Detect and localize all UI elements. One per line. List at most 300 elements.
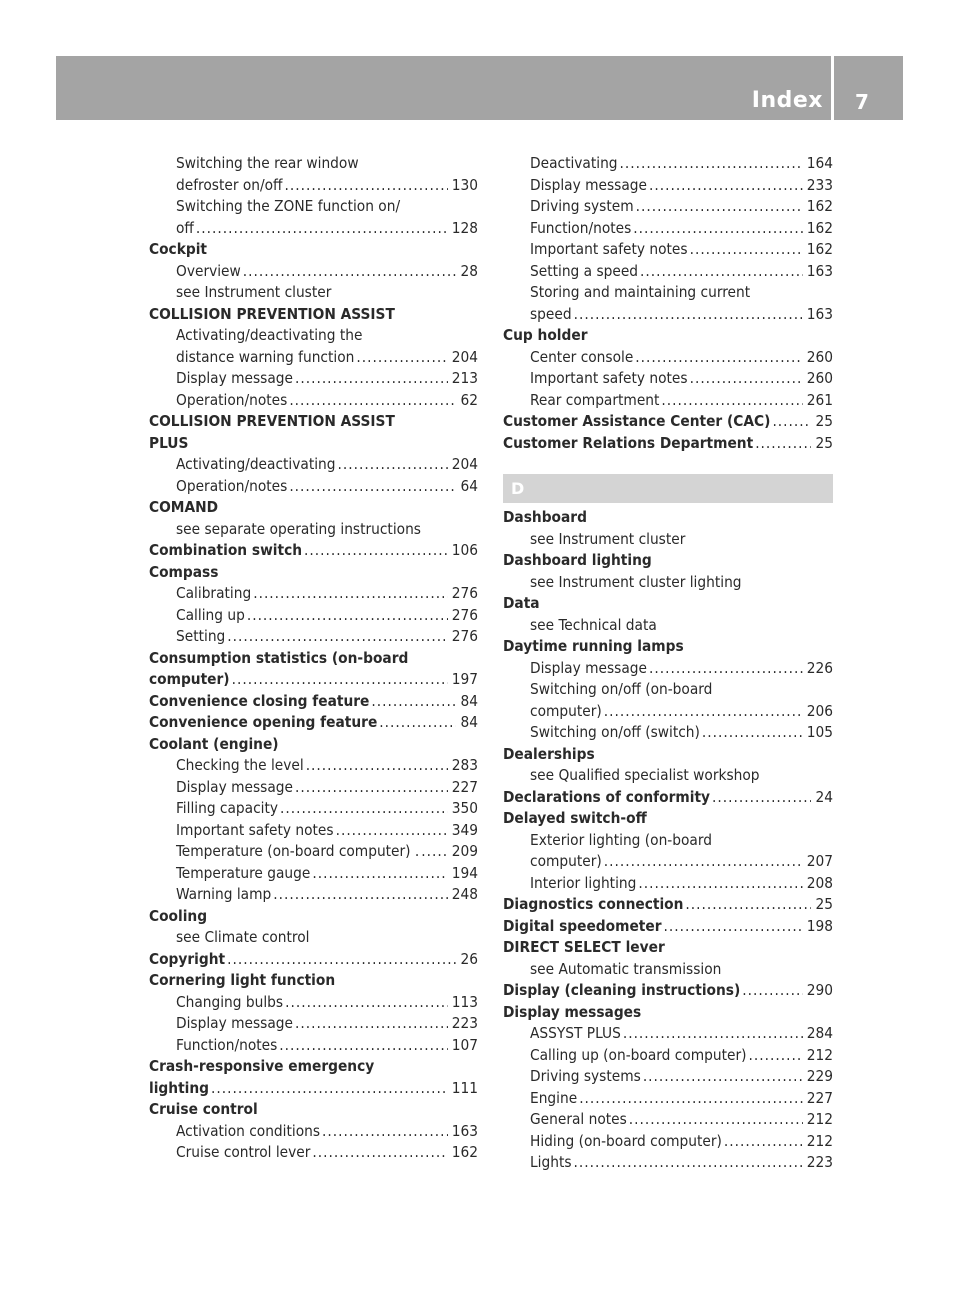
index-entry	[503, 1002, 833, 1024]
leader-dots	[227, 949, 456, 971]
leader-dots	[312, 863, 447, 885]
page-reference[interactable]: 106	[451, 541, 478, 559]
entry-text: defroster on/off	[176, 175, 283, 194]
leader-dots	[421, 841, 447, 863]
index-entry	[149, 411, 478, 433]
index-entry	[503, 550, 833, 572]
entry-text: Switching the ZONE function on/	[176, 197, 401, 215]
leader-dots	[295, 777, 448, 799]
leader-dots	[371, 691, 456, 713]
page-reference[interactable]: 227	[451, 777, 478, 796]
entry-text: Dealerships	[503, 744, 595, 763]
index-column-right	[503, 153, 833, 1174]
index-subentry	[503, 765, 833, 787]
index-entry[interactable]	[149, 669, 478, 691]
leader-dots	[273, 884, 448, 906]
leader-dots	[336, 820, 448, 842]
index-subentry[interactable]	[149, 347, 478, 369]
index-subentry[interactable]	[503, 239, 833, 261]
entry-text: Engine	[530, 1088, 578, 1107]
entry-text: computer)	[530, 701, 602, 720]
index-subentry[interactable]	[149, 390, 478, 412]
leader-dots	[285, 992, 448, 1014]
page-reference[interactable]: 349	[451, 820, 478, 839]
leader-dots	[724, 1131, 803, 1153]
page-reference[interactable]: 197	[451, 670, 478, 688]
leader-dots	[685, 894, 811, 916]
entry-text: Combination switch	[149, 541, 303, 559]
entry-text: Copyright	[149, 949, 226, 968]
entry-text: Delayed switch-off	[503, 809, 647, 827]
entry-text: Switching on/off (switch)	[530, 723, 700, 741]
index-subentry[interactable]	[503, 1131, 833, 1153]
entry-text: Filling capacity	[176, 799, 279, 817]
leader-dots	[579, 1088, 803, 1110]
leader-dots	[690, 239, 803, 261]
leader-dots	[295, 1013, 448, 1035]
leader-dots	[295, 368, 448, 390]
header-divider	[831, 56, 834, 120]
index-subentry	[503, 529, 833, 551]
leader-dots	[742, 980, 802, 1002]
page-reference[interactable]: 28	[460, 261, 478, 280]
index-entry[interactable]	[149, 1078, 478, 1100]
index-subentry[interactable]	[503, 1152, 833, 1174]
index-entry	[149, 497, 478, 519]
entry-text: Activating/deactivating the	[176, 326, 363, 344]
leader-dots	[379, 712, 456, 734]
leader-dots	[629, 1109, 803, 1131]
entry-text: Customer Assistance Center (CAC)	[503, 412, 771, 430]
page-reference[interactable]: 212	[806, 1110, 833, 1128]
entry-text: PLUS	[149, 433, 189, 452]
index-entry	[149, 1056, 478, 1078]
index-subentry[interactable]	[149, 777, 478, 799]
entry-text: see Instrument cluster lighting	[530, 572, 742, 591]
entry-text: Switching on/off (on-board	[530, 680, 713, 698]
index-subentry[interactable]	[503, 851, 833, 873]
index-subentry[interactable]	[149, 755, 478, 777]
entry-text: Activating/deactivating	[176, 455, 336, 473]
index-subentry[interactable]	[503, 390, 833, 412]
entry-text: Declarations of conformity	[503, 787, 710, 806]
entry-text: see Instrument cluster	[530, 529, 686, 548]
page-reference[interactable]: 25	[815, 895, 833, 913]
index-subentry[interactable]	[149, 1121, 478, 1143]
leader-dots	[623, 1023, 803, 1045]
index-subentry[interactable]	[149, 605, 478, 627]
leader-dots	[633, 218, 802, 240]
index-subentry[interactable]	[149, 583, 478, 605]
entry-text: Setting	[176, 627, 226, 645]
entry-text: Diagnostics connection	[503, 895, 684, 913]
leader-dots	[649, 658, 803, 680]
leader-dots	[574, 304, 803, 326]
index-subentry[interactable]	[503, 347, 833, 369]
page-reference[interactable]: 209	[451, 842, 478, 860]
leader-dots	[755, 433, 811, 455]
page-reference[interactable]: 62	[460, 390, 478, 409]
page-reference[interactable]: 163	[806, 304, 833, 323]
entry-text: Calibrating	[176, 584, 252, 602]
index-subentry[interactable]	[149, 261, 478, 283]
index-entry	[149, 1099, 478, 1121]
page-reference[interactable]: 260	[806, 347, 833, 366]
page-reference[interactable]: 276	[451, 584, 478, 602]
page-reference[interactable]: 233	[806, 175, 833, 194]
entry-text: Dashboard lighting	[503, 551, 652, 569]
index-subentry[interactable]	[149, 175, 478, 197]
index-entry	[149, 562, 478, 584]
leader-dots	[253, 583, 448, 605]
page-reference[interactable]: 162	[451, 1143, 478, 1161]
index-subentry[interactable]	[149, 454, 478, 476]
entry-text: General notes	[530, 1110, 627, 1128]
leader-dots	[227, 626, 447, 648]
leader-dots	[636, 196, 803, 218]
entry-text: computer)	[530, 852, 602, 870]
leader-dots	[304, 540, 448, 562]
index-subentry	[503, 572, 833, 594]
page-reference[interactable]: 229	[806, 1067, 833, 1085]
leader-dots	[279, 1035, 447, 1057]
page-reference[interactable]: 130	[451, 175, 478, 194]
index-subentry[interactable]	[503, 196, 833, 218]
leader-dots	[604, 701, 803, 723]
page-reference[interactable]: 162	[806, 218, 833, 237]
entry-text: Display message	[530, 658, 647, 677]
index-subentry[interactable]	[149, 884, 478, 906]
entry-text: Calling up (on-board computer)	[530, 1045, 747, 1064]
page-reference[interactable]: 283	[451, 756, 478, 774]
entry-text: Operation/notes	[176, 476, 288, 495]
page-reference[interactable]: 163	[806, 261, 833, 280]
entry-text: Cockpit	[149, 240, 208, 258]
index-subentry[interactable]	[503, 368, 833, 390]
entry-text: COLLISION PREVENTION ASSIST	[149, 412, 395, 430]
index-subentry	[503, 679, 833, 701]
page-reference[interactable]: 213	[451, 369, 478, 387]
entry-text: Important safety notes	[530, 369, 688, 387]
entry-text: Temperature gauge	[176, 863, 311, 882]
page-reference[interactable]: 226	[806, 658, 833, 677]
index-subentry[interactable]	[149, 368, 478, 390]
entry-text: Deactivating	[530, 154, 618, 172]
entry-text: Driving system	[530, 197, 634, 215]
entry-text: Temperature (on-board computer) .	[176, 842, 420, 860]
leader-dots	[285, 175, 448, 197]
entry-text: Exterior lighting (on-board	[530, 830, 712, 849]
leader-dots	[712, 787, 811, 809]
page-reference[interactable]: 208	[806, 873, 833, 892]
index-entry	[503, 937, 833, 959]
leader-dots	[649, 175, 803, 197]
entry-text: Calling up	[176, 605, 245, 624]
index-subentry[interactable]	[503, 873, 833, 895]
entry-text: see Qualified specialist workshop	[530, 766, 760, 784]
entry-text: see separate operating instructions	[176, 519, 421, 538]
leader-dots	[247, 605, 448, 627]
leader-dots	[306, 755, 448, 777]
page-reference[interactable]: 64	[460, 476, 478, 495]
page-reference[interactable]: 212	[806, 1131, 833, 1150]
page-reference[interactable]: 25	[815, 412, 833, 430]
entry-text: lighting	[149, 1078, 210, 1097]
entry-text: computer)	[149, 670, 230, 688]
index-subentry	[149, 282, 478, 304]
index-entry	[149, 239, 478, 261]
page-reference[interactable]: 111	[451, 1078, 478, 1097]
entry-text: Daytime running lamps	[503, 637, 684, 655]
leader-dots	[749, 1045, 803, 1067]
leader-dots	[702, 722, 803, 744]
entry-text: Driving systems	[530, 1067, 641, 1085]
entry-text: Lights	[530, 1153, 572, 1171]
entry-text: Data	[503, 594, 540, 612]
index-subentry	[503, 830, 833, 852]
index-list-c-continued	[503, 153, 833, 454]
page-reference[interactable]: 26	[460, 949, 478, 968]
index-entry[interactable]	[503, 894, 833, 916]
entry-text: Convenience closing feature	[149, 691, 370, 710]
page-reference[interactable]: 212	[806, 1045, 833, 1064]
index-list-d	[503, 507, 833, 1174]
page-number: 7	[855, 90, 869, 114]
index-subentry[interactable]	[503, 1109, 833, 1131]
leader-dots	[322, 1121, 448, 1143]
leader-dots	[338, 454, 448, 476]
entry-text: see Climate control	[176, 928, 310, 946]
leader-dots	[312, 1142, 447, 1164]
page-reference[interactable]: 113	[451, 992, 478, 1011]
leader-dots	[289, 390, 456, 412]
page-reference[interactable]: 204	[451, 347, 478, 366]
page-reference[interactable]: 207	[806, 852, 833, 870]
entry-text: Overview	[176, 261, 241, 280]
index-entry	[149, 906, 478, 928]
index-subentry	[503, 615, 833, 637]
index-entry	[149, 970, 478, 992]
index-subentry[interactable]	[503, 261, 833, 283]
entry-text: Display message	[176, 1014, 293, 1032]
index-entry[interactable]	[503, 916, 833, 938]
page-reference[interactable]: 261	[806, 390, 833, 409]
section-header-d: D	[503, 474, 833, 503]
leader-dots	[663, 916, 802, 938]
entry-text: Activation conditions	[176, 1121, 321, 1140]
entry-text: Cruise control	[149, 1100, 258, 1118]
page-reference[interactable]: 162	[806, 197, 833, 215]
leader-dots	[280, 798, 448, 820]
entry-text: Customer Relations Department	[503, 433, 754, 452]
entry-text: Cruise control lever	[176, 1143, 311, 1161]
index-subentry	[149, 196, 478, 218]
page-reference[interactable]: 25	[815, 433, 833, 452]
entry-text: Interior lighting	[530, 873, 637, 892]
entry-text: see Automatic transmission	[530, 959, 722, 978]
page-reference[interactable]: 198	[806, 916, 833, 935]
leader-dots	[356, 347, 447, 369]
leader-dots	[196, 218, 448, 240]
page-reference[interactable]: 284	[806, 1024, 833, 1042]
entry-text: Consumption statistics (on-board	[149, 648, 409, 667]
leader-dots	[661, 390, 802, 412]
index-subentry[interactable]	[503, 1066, 833, 1088]
entry-text: Important safety notes	[176, 820, 334, 839]
page-reference[interactable]: 162	[806, 240, 833, 258]
entry-text: Warning lamp	[176, 885, 272, 903]
entry-text: Convenience opening feature	[149, 713, 378, 731]
index-subentry[interactable]	[149, 626, 478, 648]
index-entry	[149, 433, 478, 455]
index-entry	[503, 744, 833, 766]
index-entry[interactable]	[503, 787, 833, 809]
index-subentry[interactable]	[503, 658, 833, 680]
entry-text: Cup holder	[503, 326, 588, 344]
entry-text: distance warning function	[176, 347, 355, 366]
index-entry	[149, 304, 478, 326]
leader-dots	[604, 851, 803, 873]
entry-text: Display message	[530, 175, 647, 194]
entry-text: Dashboard	[503, 508, 587, 526]
index-subentry[interactable]	[503, 1045, 833, 1067]
entry-text: Checking the level	[176, 756, 304, 774]
index-subentry[interactable]	[149, 798, 478, 820]
entry-text: Operation/notes	[176, 390, 288, 409]
entry-text: Center console	[530, 347, 634, 366]
entry-text: Storing and maintaining current	[530, 283, 751, 301]
leader-dots	[638, 873, 802, 895]
index-entry	[503, 636, 833, 658]
index-entry[interactable]	[503, 411, 833, 433]
index-subentry[interactable]	[149, 1142, 478, 1164]
index-subentry[interactable]	[149, 218, 478, 240]
index-subentry[interactable]	[149, 841, 478, 863]
index-entry[interactable]	[503, 433, 833, 455]
page-reference[interactable]: 84	[460, 691, 478, 710]
page-reference[interactable]: 107	[451, 1035, 478, 1054]
page-reference[interactable]: 248	[451, 885, 478, 903]
page-reference[interactable]: 194	[451, 863, 478, 882]
entry-text: Important safety notes	[530, 240, 688, 258]
page-reference[interactable]: 163	[451, 1121, 478, 1140]
index-entry	[149, 734, 478, 756]
page-reference[interactable]: 204	[451, 455, 478, 473]
index-entry[interactable]	[149, 949, 478, 971]
index-subentry[interactable]	[503, 175, 833, 197]
entry-text: Display message	[176, 369, 293, 387]
entry-text: Switching the rear window	[176, 154, 359, 172]
index-subentry	[149, 325, 478, 347]
entry-text: DIRECT SELECT lever	[503, 938, 665, 956]
index-subentry[interactable]	[503, 153, 833, 175]
entry-text: Crash-responsive emergency	[149, 1057, 375, 1075]
page-title: Index	[751, 88, 823, 113]
index-subentry[interactable]	[149, 992, 478, 1014]
index-entry	[503, 507, 833, 529]
page-reference[interactable]: 24	[815, 787, 833, 806]
entry-text: Function/notes	[176, 1035, 278, 1054]
page-reference[interactable]: 223	[806, 1153, 833, 1171]
index-subentry[interactable]	[149, 1035, 478, 1057]
index-subentry[interactable]	[503, 701, 833, 723]
index-subentry	[149, 519, 478, 541]
index-subentry[interactable]	[503, 218, 833, 240]
index-subentry	[503, 282, 833, 304]
leader-dots	[232, 669, 448, 691]
entry-text: Cooling	[149, 906, 208, 925]
entry-text: Compass	[149, 562, 219, 581]
index-entry[interactable]	[503, 980, 833, 1002]
entry-text: ASSYST PLUS	[530, 1024, 621, 1042]
entry-text: Changing bulbs	[176, 992, 284, 1011]
index-entry[interactable]	[149, 540, 478, 562]
entry-text: Coolant (engine)	[149, 734, 279, 753]
index-subentry[interactable]	[503, 1023, 833, 1045]
index-subentry	[503, 959, 833, 981]
page-reference[interactable]: 290	[806, 981, 833, 999]
index-entry	[503, 593, 833, 615]
entry-text: Digital speedometer	[503, 916, 662, 935]
entry-text: Setting a speed	[530, 261, 639, 280]
page-reference[interactable]: 206	[806, 701, 833, 720]
entry-text: Display (cleaning instructions)	[503, 981, 741, 999]
entry-text: Function/notes	[530, 218, 632, 237]
index-subentry[interactable]	[149, 820, 478, 842]
index-subentry[interactable]	[503, 304, 833, 326]
page-reference[interactable]: 350	[451, 799, 478, 817]
leader-dots	[574, 1152, 803, 1174]
entry-text: COLLISION PREVENTION ASSIST	[149, 304, 395, 323]
entry-text: Hiding (on-board computer)	[530, 1131, 722, 1150]
leader-dots	[640, 261, 803, 283]
index-subentry	[149, 927, 478, 949]
entry-text: Rear compartment	[530, 390, 660, 409]
leader-dots	[635, 347, 802, 369]
index-entry	[503, 325, 833, 347]
entry-text: Display messages	[503, 1002, 642, 1021]
page-reference[interactable]: 276	[451, 605, 478, 624]
index-entry	[149, 648, 478, 670]
entry-text: off	[176, 218, 194, 237]
leader-dots	[211, 1078, 448, 1100]
index-subentry[interactable]	[149, 476, 478, 498]
leader-dots	[690, 368, 803, 390]
page-reference[interactable]: 276	[451, 627, 478, 645]
entry-text: Cornering light function	[149, 971, 336, 989]
index-entry[interactable]	[149, 691, 478, 713]
index-subentry[interactable]	[503, 1088, 833, 1110]
entry-text: Display message	[176, 777, 293, 796]
leader-dots	[772, 411, 811, 433]
leader-dots	[243, 261, 457, 283]
leader-dots	[620, 153, 803, 175]
entry-text: speed	[530, 304, 572, 323]
leader-dots	[643, 1066, 803, 1088]
page-reference[interactable]: 84	[460, 713, 478, 731]
page-reference[interactable]: 105	[806, 723, 833, 741]
page-reference[interactable]: 260	[806, 369, 833, 387]
page-reference[interactable]: 227	[806, 1088, 833, 1107]
index-subentry[interactable]	[149, 863, 478, 885]
page-reference[interactable]: 223	[451, 1014, 478, 1032]
page-reference[interactable]: 128	[451, 218, 478, 237]
index-subentry[interactable]	[503, 722, 833, 744]
index-subentry	[149, 153, 478, 175]
index-subentry[interactable]	[149, 1013, 478, 1035]
page-reference[interactable]: 164	[806, 154, 833, 172]
index-entry[interactable]	[149, 712, 478, 734]
